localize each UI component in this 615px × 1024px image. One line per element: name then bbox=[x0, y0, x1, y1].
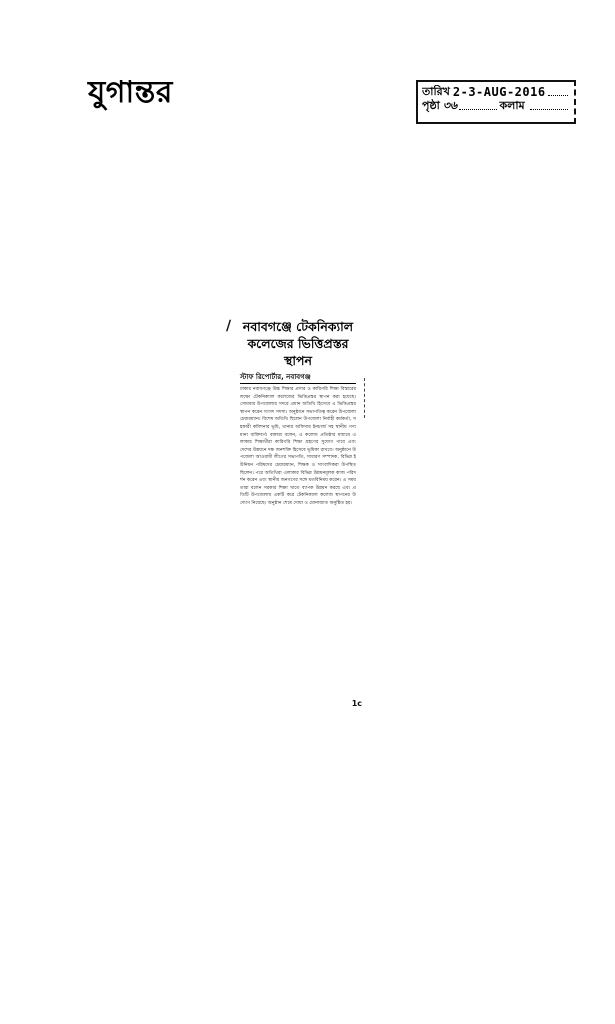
article-end-mark: 1c bbox=[351, 699, 362, 708]
newspaper-masthead: যুগান্তর bbox=[88, 75, 173, 110]
article-body: ঢাকার নবাবগঞ্জে উচ্চ শিক্ষার প্রসার ও কারিগরি শিক্ষা বিস্তারের লক্ষ্যে টেকনিক্যাল কলেজের ভিত্তিপ্রস্তর স্থাপন করা হয়েছে। সোমবার উপজেলার সদরে প্রধান অতিথি হিসেবে এ ভিত্তিপ্রস্তর স্থাপন করেন সংসদ সদস্য। অনুষ্ঠানে সভাপতিত্ব করেন উপজেলা চেয়ারম্যান। বিশেষ অতিথি ছিলেন উপজেলা নির্বাহী কর্মকর্তা, সহকারী কমিশনার ভূমি, থানার অফিসার ইনচার্জ সহ স্থানীয় গণ্যমান্য ব্যক্তিবর্গ। বক্তারা বলেন, এ কলেজ প্রতিষ্ঠার মাধ্যমে এলাকার শিক্ষার্থীরা কারিগরি শিক্ষা গ্রহণের সুযোগ পাবে এবং দেশের উন্নয়নে দক্ষ জনশক্তি হিসেবে ভূমিকা রাখবে। অনুষ্ঠানে উপজেলা আওয়ামী লীগের সভাপতি, সাধারণ সম্পাদক, বিভিন্ন ইউনিয়ন পরিষদের চেয়ারম্যান, শিক্ষক ও সাংবাদিকরা উপস্থিত ছিলেন। পরে অতিথিরা এলাকার বিভিন্ন উন্নয়নমূলক কাজ পরিদর্শন করেন এবং স্থানীয় জনগণের সঙ্গে মতবিনিময় করেন। এ সময় তারা বলেন সরকার শিক্ষা খাতে ব্যাপক উন্নয়ন করছে এবং প্রতিটি উপজেলায় একটি করে টেকনিক্যাল কলেজ স্থাপনের উদ্যোগ নিয়েছে। অনুষ্ঠান শেষে দোয়া ও মোনাজাত অনুষ্ঠিত হয়। bbox=[240, 387, 356, 506]
stamp-column-label: কলাম bbox=[499, 99, 525, 112]
stamp-page-label: পৃষ্ঠা bbox=[422, 99, 440, 112]
news-clipping bbox=[226, 318, 362, 710]
stamp-dotted-line bbox=[548, 85, 568, 96]
article-headline: নবাবগঞ্জে টেকনিক্যাল কলেজের ভিত্তিপ্রস্তর স্থাপন bbox=[242, 319, 354, 368]
stamp-page-value: ৩৬ bbox=[442, 99, 458, 112]
check-mark-icon: ∕ bbox=[226, 318, 232, 334]
article-byline: স্টাফ রিপোর্টার, নবাবগঞ্জ bbox=[240, 373, 356, 384]
stamp-date-label: তারিখ bbox=[422, 85, 450, 98]
archive-date-stamp bbox=[416, 80, 576, 124]
stamp-dotted-line bbox=[530, 99, 568, 110]
stamp-date-value: 2-3-AUG-2016 bbox=[452, 85, 546, 99]
stamp-date-row bbox=[422, 85, 570, 99]
margin-rule bbox=[364, 378, 366, 418]
stamp-page-row bbox=[422, 99, 570, 113]
stamp-dotted-line bbox=[459, 99, 497, 110]
